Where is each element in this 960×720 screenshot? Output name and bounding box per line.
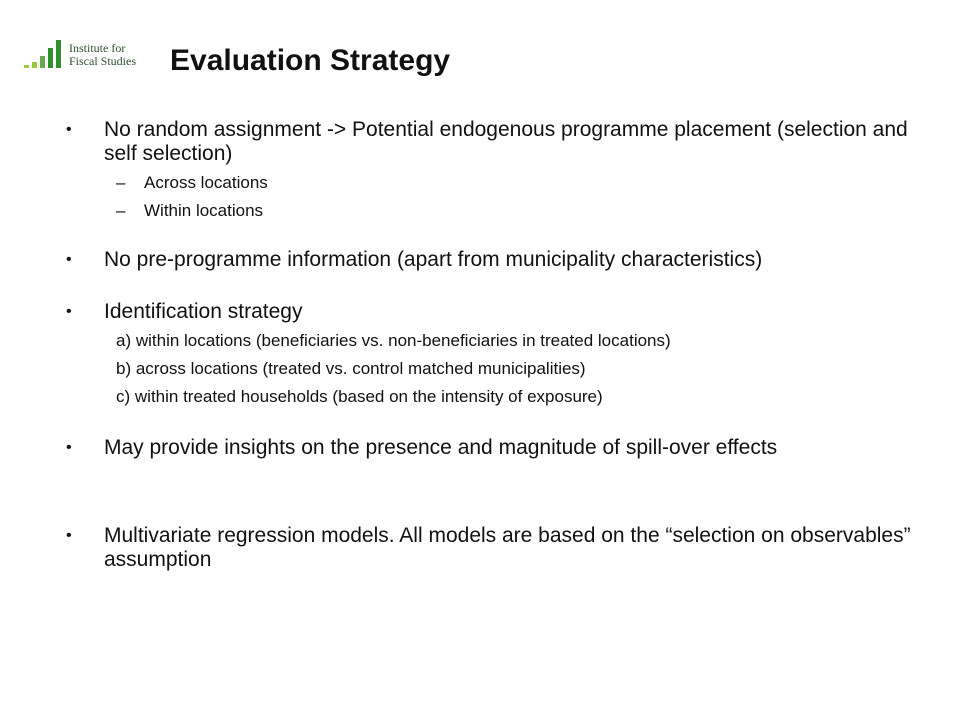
logo-bars-icon — [24, 40, 61, 68]
logo-line-1: Institute for — [69, 41, 126, 55]
strategy-item: a) within locations (beneficiaries vs. non-beneficiaries in treated locations) — [116, 331, 671, 350]
bullet-item — [64, 436, 914, 460]
bullet-icon: • — [66, 251, 72, 268]
strategy-item: c) within treated households (based on the intensity of exposure) — [116, 387, 603, 406]
dash-icon: – — [116, 173, 126, 192]
logo-bar — [56, 40, 61, 68]
bullet-icon: • — [66, 121, 72, 138]
bullet-icon: • — [66, 527, 72, 544]
bullet-text: Multivariate regression models. All models are based on the “selection on observables” assumption — [104, 524, 911, 571]
sub-text: Across locations — [144, 173, 268, 192]
strategy-item: b) across locations (treated vs. control matched municipalities) — [116, 359, 586, 378]
bullet-item — [64, 118, 914, 166]
bullet-item — [64, 248, 914, 272]
ifs-logo — [24, 40, 136, 68]
slide-content — [64, 118, 914, 572]
logo-bar — [48, 48, 53, 68]
sub-item — [116, 200, 914, 222]
sub-item — [116, 172, 914, 194]
bullet-text: No pre-programme information (apart from municipality characteristics) — [104, 248, 763, 271]
logo-line-2: Fiscal Studies — [69, 54, 137, 68]
logo-text — [69, 42, 136, 68]
bullet-item — [64, 524, 914, 572]
bullet-icon: • — [66, 303, 72, 320]
dash-icon: – — [116, 201, 126, 220]
bullet-icon: • — [66, 439, 72, 456]
bullet-text: No random assignment -> Potential endogenous programme placement (selection and self selection) — [104, 118, 908, 165]
logo-bar — [40, 56, 45, 68]
sub-text: Within locations — [144, 201, 264, 220]
bullet-text: Identification strategy — [104, 300, 303, 323]
logo-bar — [24, 65, 29, 68]
bullet-text: May provide insights on the presence and magnitude of spill-over effects — [104, 436, 778, 459]
bullet-item — [64, 300, 914, 324]
slide-title: Evaluation Strategy — [170, 44, 451, 77]
logo-bar — [32, 62, 37, 68]
